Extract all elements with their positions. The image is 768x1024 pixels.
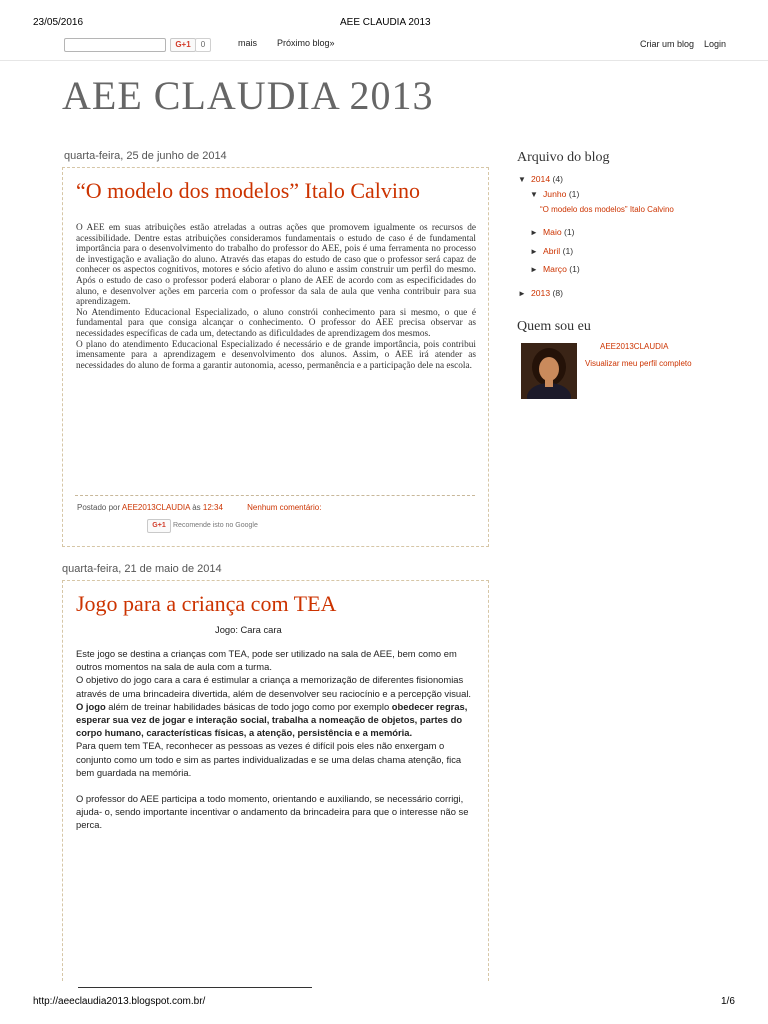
at-label: às xyxy=(192,503,201,512)
post-paragraph: Para quem tem TEA, reconhecer as pessoas as vezes é difícil pois eles não enxergam o conjunto como um todo e sim as partes individualizadas e se uma delas chama atenção, fica bem guardada na memória. xyxy=(76,740,462,778)
post-recommend-text: Recomende isto no Google xyxy=(173,522,258,529)
navbar-create-blog-link[interactable]: Criar um blog xyxy=(640,39,695,49)
profile-avatar[interactable] xyxy=(521,343,577,399)
post-card xyxy=(62,167,489,547)
print-title: AEE CLAUDIA 2013 xyxy=(340,17,431,28)
post-spacer xyxy=(76,779,476,792)
post-paragraph: O AEE em suas atribuições estão atreladas a outras ações que promovem igualmente os recursos de acessibilidade. Dentre estas atribuições consideramos fundamentais o estudo de caso é de fundamental importância para o desenvolvimento do trabalho do professor do AEE, pois é uma ferramenta no processo de investigação e avaliação do aluno. Através das etapas do estudo de caso que o professor será capaz de conhecer os aspectos cognitivos, motores e sócio afetivo do aluno e assim construir um perfil do mesmo. Após o estudo de caso o professor poderá elaborar o plano de AEE de acordo com as especificidades do aluno, e desenvolver ações em parceria com o professor da sala de aula que venha contribuir para sua aprendizagem. xyxy=(76,223,476,308)
blog-title[interactable]: AEE CLAUDIA 2013 xyxy=(62,73,434,118)
post-gplus-button[interactable]: G+1 xyxy=(147,519,171,533)
archive-count: (8) xyxy=(552,288,564,298)
archive-month-april[interactable] xyxy=(530,246,573,256)
archive-count: (1) xyxy=(569,264,580,274)
post-date-header: quarta-feira, 25 de junho de 2014 xyxy=(64,150,227,162)
expand-triangle-icon[interactable]: ► xyxy=(530,247,538,256)
print-url: http://aeeclaudia2013.blogspot.com.br/ xyxy=(33,996,206,1007)
collapse-triangle-icon[interactable]: ▼ xyxy=(518,175,526,184)
post-title[interactable]: Jogo para a criança com TEA xyxy=(76,591,337,616)
navbar-divider xyxy=(0,60,768,61)
footnote-divider xyxy=(78,987,312,988)
post-paragraph xyxy=(76,700,476,740)
archive-count: (1) xyxy=(562,246,574,256)
archive-month-march[interactable] xyxy=(530,264,580,274)
navbar-next-blog-link[interactable]: Próximo blog» xyxy=(277,38,335,48)
post-paragraph: O professor do AEE participa a todo momento, orientando e auxiliando, se necessário corrigi, ajuda- o, sendo importante incentivar o andamento da brincadeira para que o interesse não se perca. xyxy=(76,793,469,831)
archive-count: (1) xyxy=(568,189,580,199)
profile-photo-icon xyxy=(521,343,577,399)
navbar-login-link[interactable]: Login xyxy=(704,39,727,49)
post-bold-text: O jogo xyxy=(76,700,106,712)
expand-triangle-icon[interactable]: ► xyxy=(518,289,526,298)
archive-year-link[interactable]: 2014 xyxy=(531,174,551,184)
navbar-search-input[interactable] xyxy=(64,38,166,52)
post-paragraph: Este jogo se destina a crianças com TEA, pode ser utilizado na sala de AEE, bem como em outros momentos na sala de aula com a turma. xyxy=(76,648,457,673)
post-footer xyxy=(77,503,321,512)
archive-month-link[interactable]: Março xyxy=(543,264,567,274)
print-page-number: 1/6 xyxy=(721,996,735,1007)
archive-year-2013[interactable] xyxy=(518,288,563,298)
archive-year-link[interactable]: 2013 xyxy=(531,288,551,298)
expand-triangle-icon[interactable]: ► xyxy=(530,228,538,237)
view-profile-link[interactable]: Visualizar meu perfil completo xyxy=(585,359,692,368)
archive-heading: Arquivo do blog xyxy=(517,150,610,165)
archive-count: (1) xyxy=(564,227,575,237)
archive-month-link[interactable]: Junho xyxy=(543,189,567,199)
post-body xyxy=(76,223,476,371)
post-card xyxy=(62,580,489,981)
post-comments-link[interactable]: Nenhum comentário: xyxy=(247,503,322,512)
post-paragraph: No Atendimento Educacional Especializado, o aluno constrói conhecimento para si mesmo, o que é fundamental para que consiga alcançar o conhecimento. O professor do AEE precisa observar as necessidades específicas de cada um, detectando as dificuldades de aprendizagem dos mesmos. xyxy=(76,307,476,339)
post-bold-text: obedecer regras, esperar sua vez de jogar e interação social, trabalha a nomeação de objetos, partes do corpo humano, características físicas, a atenção, persistência e a memória. xyxy=(76,700,468,739)
archive-year-2014[interactable] xyxy=(518,174,563,184)
collapse-triangle-icon[interactable]: ▼ xyxy=(530,190,538,199)
navbar-more-link[interactable]: mais xyxy=(238,38,258,48)
navbar-gplus-button[interactable]: G+1 xyxy=(170,38,196,52)
profile-name-link[interactable]: AEE2013CLAUDIA xyxy=(600,342,669,351)
archive-month-link[interactable]: Abril xyxy=(543,246,561,256)
navbar-gplus-count: 0 xyxy=(195,38,211,52)
post-date-header: quarta-feira, 21 de maio de 2014 xyxy=(62,563,222,575)
post-title[interactable]: “O modelo dos modelos” Italo Calvino xyxy=(76,178,420,203)
expand-triangle-icon[interactable]: ► xyxy=(530,265,538,274)
post-footer-divider xyxy=(75,495,475,496)
post-text: além de treinar habilidades básicas de todo jogo como por exemplo xyxy=(105,700,392,712)
archive-month-link[interactable]: Maio xyxy=(543,227,562,237)
post-subtitle: Jogo: Cara cara xyxy=(215,624,282,635)
posted-by-label: Postado por xyxy=(77,503,121,512)
print-date: 23/05/2016 xyxy=(33,17,84,28)
about-heading: Quem sou eu xyxy=(517,319,591,334)
post-paragraph: O objetivo do jogo cara a cara é estimular a criança a memorização de diferentes fisionomias através de uma brincadeira divertida, além de desenvolver seu raciocínio e a percepção visual. xyxy=(76,674,472,699)
post-paragraph: O plano do atendimento Educacional Especializado é necessário e de grande importância, pois contribui imensamente para a aprendizagem e desenvolvimento dos alunos. Assim, o AEE irá atender as necessidades do aluno de forma a garantir autonomia, acesso, permanência e a participação dele na escola. xyxy=(76,339,476,371)
archive-post-link[interactable]: “O modelo dos modelos” Italo Calvino xyxy=(540,205,674,214)
post-time-link[interactable]: 12:34 xyxy=(202,503,223,512)
archive-month-june[interactable] xyxy=(530,189,579,199)
archive-month-may[interactable] xyxy=(530,227,575,237)
post-body xyxy=(76,647,476,832)
archive-count: (4) xyxy=(552,174,564,184)
post-author-link[interactable]: AEE2013CLAUDIA xyxy=(121,503,190,512)
